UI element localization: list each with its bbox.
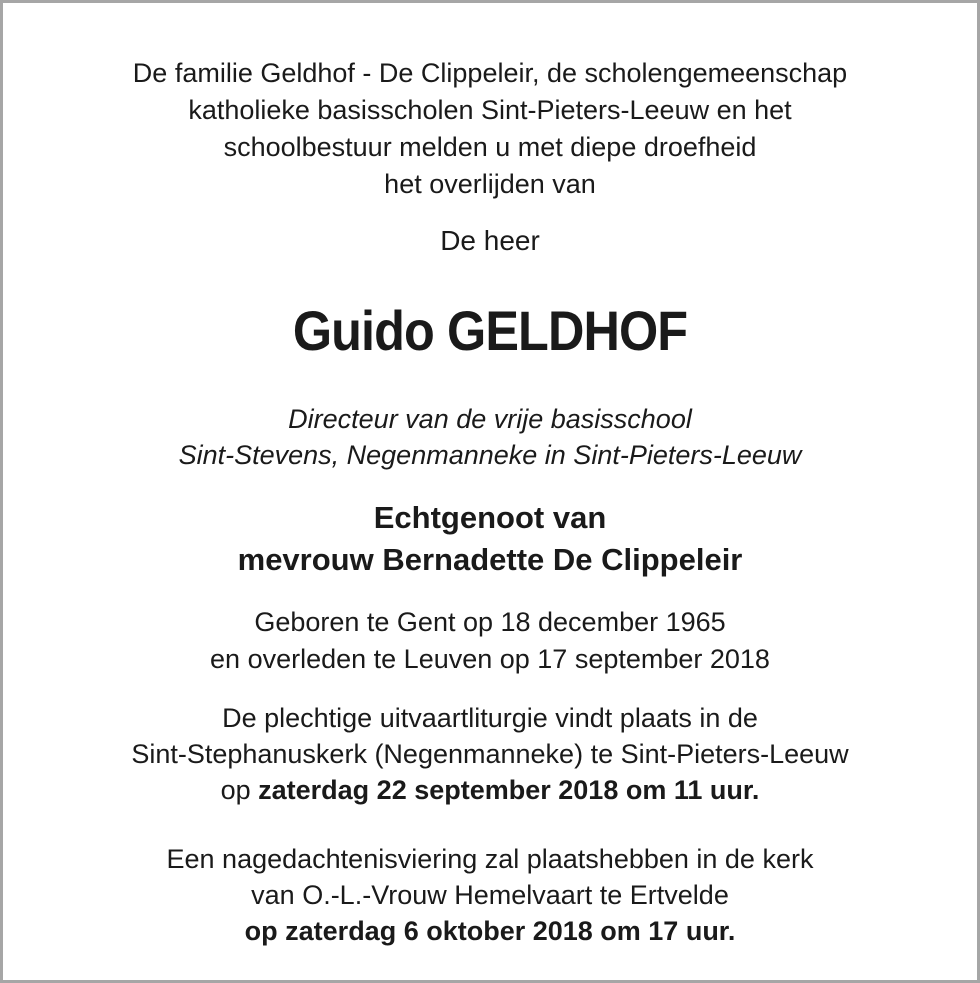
intro-line-4: het overlijden van — [384, 169, 596, 199]
intro-line-1: De familie Geldhof - De Clippeleir, de scholengemeenschap — [132, 58, 848, 88]
life-dates — [0, 604, 980, 678]
funeral-line-1: De plechtige uitvaartliturgie vindt plaats in de — [222, 703, 758, 733]
memorial-info — [0, 841, 980, 949]
death-line: en overleden te Leuven op 17 september 2018 — [210, 644, 770, 674]
intro-text — [0, 55, 980, 203]
funeral-date-line — [0, 772, 980, 808]
memorial-line-1: Een nagedachtenisviering zal plaatshebben in de kerk — [166, 844, 814, 874]
funeral-info — [0, 700, 980, 808]
spouse-info — [0, 497, 980, 581]
function-line-1: Directeur van de vrije basisschool — [288, 404, 692, 434]
function-line-2: Sint-Stevens, Negenmanneke in Sint-Pieters-Leeuw — [178, 440, 802, 470]
funeral-line-2: Sint-Stephanuskerk (Negenmanneke) te Sint-Pieters-Leeuw — [131, 739, 849, 769]
memorial-date: op zaterdag 6 oktober 2018 om 17 uur. — [244, 916, 736, 946]
spouse-line-1: Echtgenoot van — [373, 500, 607, 535]
deceased-name: Guido GELDHOF — [292, 299, 688, 362]
birth-line: Geboren te Gent op 18 december 1965 — [254, 607, 726, 637]
memorial-line-2: van O.-L.-Vrouw Hemelvaart te Ertvelde — [251, 880, 729, 910]
spouse-line-2: mevrouw Bernadette De Clippeleir — [237, 542, 743, 577]
funeral-date: zaterdag 22 september 2018 om 11 uur. — [258, 775, 760, 805]
function-description — [0, 401, 980, 473]
salutation: De heer — [440, 225, 540, 256]
funeral-date-prefix: op — [220, 775, 259, 805]
intro-line-2: katholieke basisscholen Sint-Pieters-Leeuw en het — [188, 95, 792, 125]
intro-line-3: schoolbestuur melden u met diepe droefheid — [223, 132, 757, 162]
